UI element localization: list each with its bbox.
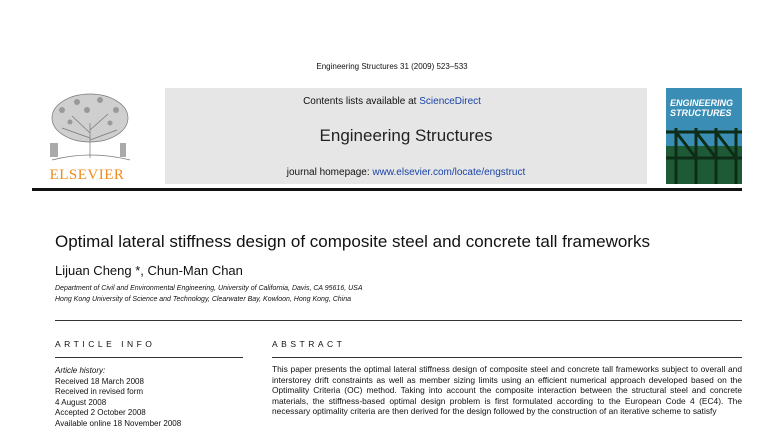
journal-cover[interactable] (666, 88, 742, 184)
history-received: Received 18 March 2008 (55, 376, 144, 386)
article-info-heading: ARTICLE INFO (55, 339, 156, 349)
abstract-rule (272, 357, 742, 358)
affiliation-2: Hong Kong University of Science and Technology, Clearwater Bay, Kowloon, Hong Kong, China (55, 296, 351, 303)
article-title: Optimal lateral stiffness design of composite steel and concrete tall frameworks (55, 232, 650, 251)
history-accepted: Accepted 2 October 2008 (55, 408, 146, 417)
publisher-name: ELSEVIER (49, 167, 125, 183)
homepage-link[interactable]: www.elsevier.com/locate/engstruct (372, 167, 526, 178)
article-info-rule (55, 357, 243, 358)
journal-name: Engineering Structures (319, 126, 493, 145)
affiliation-1: Department of Civil and Environmental Engineering, University of California, Davis, CA 95616, USA (55, 285, 363, 292)
history-revised-label: Received in revised form (55, 387, 144, 396)
homepage-prefix: journal homepage: (286, 167, 373, 178)
abstract-heading: ABSTRACT (272, 339, 346, 349)
header-rule (32, 188, 742, 191)
contents-prefix: Contents lists available at (303, 96, 420, 107)
journal-citation: Engineering Structures 31 (2009) 523–533 (316, 62, 468, 71)
affiliation-rule (55, 320, 742, 321)
history-online: Available online 18 November 2008 (55, 418, 182, 428)
article-authors: Lijuan Cheng *, Chun-Man Chan (55, 263, 243, 278)
homepage-line (165, 167, 647, 178)
sciencedirect-link[interactable]: ScienceDirect (419, 96, 481, 107)
history-label: Article history: (55, 366, 106, 375)
cover-title: ENGINEERING STRUCTURES (670, 98, 734, 118)
article-history (55, 366, 181, 429)
history-revised-date: 4 August 2008 (55, 397, 107, 407)
abstract-text: This paper presents the optimal lateral stiffness design of composite steel and concrete tall frameworks subject to overall and interstorey drift constraints as well as member sizing limits using an efficient numerical approach developed based on the Optimality Criteria (OC) method. Taking into account the composite interaction between the structural steel and concrete materials, the stiffness-based optimal design problem is first formulated according to the European Code 4 (EC4). The necessary optimality criteria are then derived for the design followed by the construction of an iterative scheme to satisfy (272, 364, 742, 416)
